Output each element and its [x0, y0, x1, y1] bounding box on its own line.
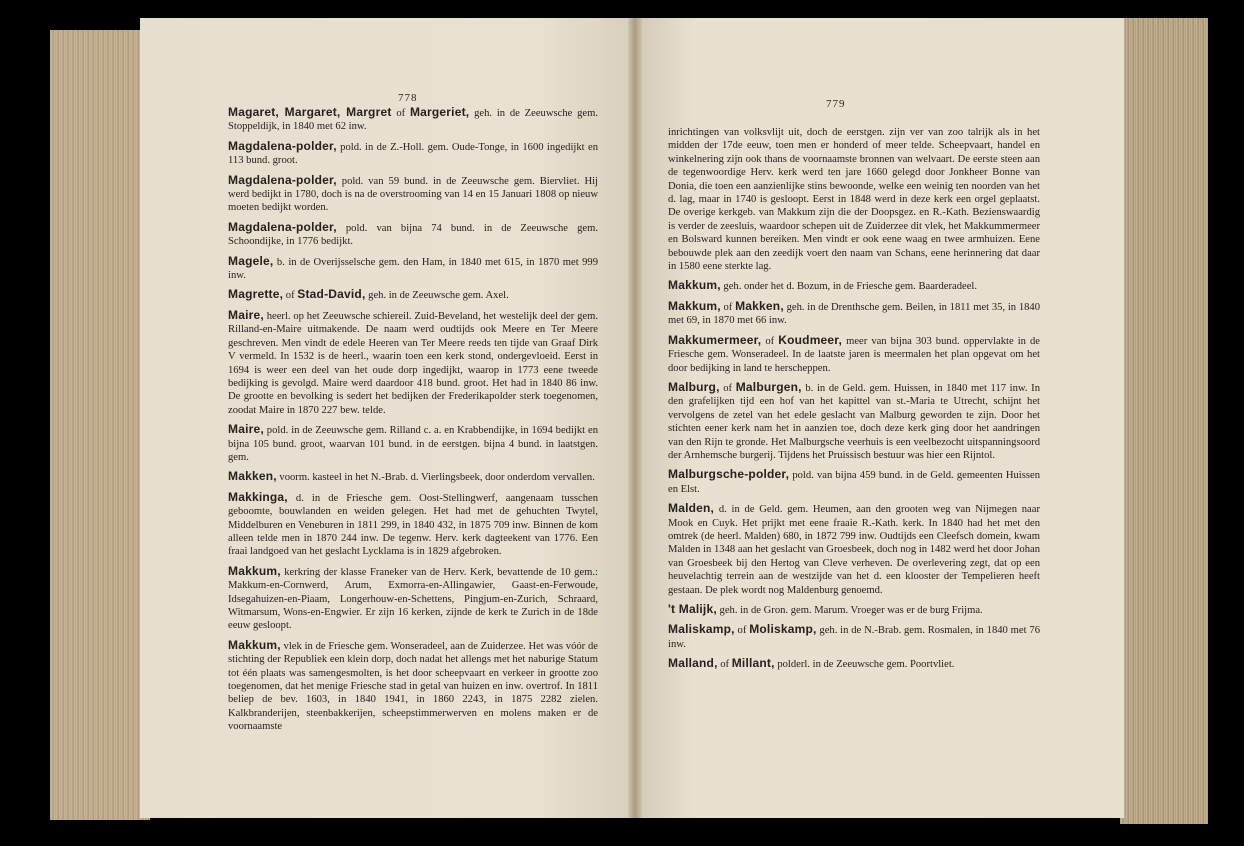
entry-headword: Koudmeer, — [778, 332, 843, 347]
entry-body: d. in de Geld. gem. Heumen, aan den grooten weg van Nijmegen naar Mook en Cuyk. Het prijkt met eene fraaie R.-Kath. kerk. In 1840 had het met den omtrek (de heerl. Malden) 680, in 1872 799 inw. Oudtijds een Cleefsch domein, kwam Malden in 1348 aan het geslacht van Groesbeek, doch nog in 1482 werd het door Johan van Groesbeek bij den Hertog van Cleve verheven. De overlevering zegt, dat op een heuvelachtig terrein aan de westzijde van het d. een klooster der Tempelieren heeft gestaan. De plek wordt nog Maldenburg genoemd. — [668, 504, 1040, 596]
page-number-right: 779 — [826, 98, 846, 110]
entry-headword: Makkum, — [668, 298, 721, 313]
dictionary-entry — [668, 334, 1040, 375]
entry-headword: Maire, — [228, 422, 264, 437]
dictionary-entry — [228, 639, 598, 734]
page-edges-left — [50, 30, 150, 820]
entry-headword: Moliskamp, — [749, 622, 817, 637]
entry-body: d. in de Friesche gem. Oost-Stellingwerf, aangenaam tusschen geboomte, bouwlanden en weiden gelegen. Het had met de gehuchten Twytel, Middelburen en Veneburen in 1811 299, in 1840 432, in 1875 709 inw. Binnen de kom alleen telde men in 1870 244 inw. De tegenw. Herv. kerk dagteekent van 1776. Een fraai landgoed van het geslacht Lycklama is in 1829 afgebroken. — [228, 492, 598, 558]
right-page — [636, 18, 1124, 818]
entry-headword: Malburgen, — [735, 379, 802, 394]
dictionary-entry — [668, 603, 1040, 617]
entry-headword: Magdalena-polder, — [228, 172, 337, 187]
entry-body: geh. onder het d. Bozum, in de Friesche gem. Baarderadeel. — [720, 281, 977, 293]
entry-headword: Malburg, — [668, 379, 720, 394]
entry-headword: Makkumermeer, — [668, 332, 762, 347]
entry-headword: Magdalena-polder, — [228, 219, 337, 234]
entry-body: heerl. op het Zeeuwsche schiereil. Zuid-Beveland, het westelijk deel der gem. Rilland-en-Maire uitmakende. De naam werd oudtijds ook Meere en Ter Meere geschreven. Men vindt de edele Heeren van Ter Meere reeds ten tijde van Graaf Dirk V vermeld. In 1532 is de heerl., waarin toen een kerk stond, ondergevloeid. Eerst in 1694 is weer een deel van het oude dorp ingedijkt, waarop in 1773 eene tweede bedijking is gevolgd. Maire werd daardoor 418 bund. groot. Het had in 1840 86 inw. De grootte en bevolking is sedert het bedijken der Frederikapolder sterk toegenomen, zoodat Maire in 1870 227 bew. telde. — [228, 310, 598, 416]
entry-headword: Magele, — [228, 253, 274, 268]
entry-body: b. in de Geld. gem. Huissen, in 1840 met 117 inw. In den grafelijken tijd een hof van het kapittel van st.-Maria te Utrecht, schijnt het vervolgens de zetel van het edele geslacht van Malburg geworden te zijn. Door het stichten eener kerk nam het in aanzien toe, doch deze kerk ging door het aandringen van den Rijn te gronde. Het Malburgsche veerhuis is een veelbezocht uitspanningsoord der Arnhemsche burgerij. Tijdens het Pruissisch bestuur was hier een Rijntol. — [668, 382, 1040, 461]
entry-conjunction: of — [391, 108, 410, 119]
book-gutter — [628, 18, 642, 818]
entry-headword: Makken, — [735, 298, 784, 313]
dictionary-entry — [668, 381, 1040, 462]
dictionary-entry — [228, 106, 598, 134]
entry-body: pold. van bijna 74 bund. in de Zeeuwsche gem. Schoondijke, in 1776 bedijkt. — [228, 222, 598, 248]
dictionary-entry — [668, 468, 1040, 496]
entry-body: voorm. kasteel in het N.-Brab. d. Vierlingsbeek, door onderdom vervallen. — [276, 472, 595, 484]
dictionary-entry — [228, 140, 598, 168]
dictionary-entry — [228, 288, 598, 302]
entry-body: geh. in de Drenthsche gem. Beilen, in 1811 met 35, in 1840 met 69, in 1870 met 66 inw. — [668, 301, 1041, 327]
dictionary-entry — [228, 309, 598, 417]
dictionary-entry — [668, 502, 1040, 597]
entry-headword: Magaret, Margaret, Margret — [228, 105, 392, 119]
entry-headword: Maliskamp, — [668, 622, 735, 637]
left-page-text — [228, 106, 598, 740]
entry-headword: Millant, — [731, 656, 775, 671]
entry-body: vlek in de Friesche gem. Wonseradeel, aan de Zuiderzee. Het was vóór de stichting der Republiek een klein dorp, doch nadat het allengs met het naburige Statum tot één plaats was samengesmolten, is het door scheepvaart en verkeer in grootte zoo toegenomen, dat het menige Friesche stad in getal van huizen en inw. overtrof. In 1811 beliep de bev. 1603, in 1840 1941, in 1860 2243, in 1875 2282 zielen. Kalkbranderijen, steenbakkerijen, scheepstimmerwerven en molens maken er de voornaamste — [228, 640, 598, 733]
entry-headword: Makkinga, — [228, 489, 288, 504]
dictionary-entry — [228, 221, 598, 249]
right-page-text — [668, 126, 1040, 678]
dictionary-entry — [228, 255, 598, 283]
entry-conjunction: of — [717, 659, 732, 671]
entry-headword: Makkum, — [228, 563, 281, 578]
dictionary-entry — [228, 565, 598, 633]
dictionary-entry — [228, 491, 598, 559]
entry-headword: Stad-David, — [297, 287, 366, 302]
entry-headword: Makkum, — [228, 637, 281, 652]
entry-conjunction: of — [761, 335, 779, 347]
entry-body: pold. van bijna 459 bund. in de Geld. gemeenten Huissen en Elst. — [668, 470, 1040, 495]
entry-headword: Makken, — [228, 469, 277, 484]
entry-conjunction: of — [720, 301, 736, 313]
entry-headword: Magrette, — [228, 287, 284, 302]
entry-conjunction: of — [734, 625, 750, 637]
entry-body: meer van bijna 303 bund. oppervlakte in de Friesche gem. Wonseradeel. In de laatste jaren is meermalen het plan opgevat om het door bedijking in land te herscheppen. — [668, 335, 1040, 374]
entry-body: polderl. in de Zeeuwsche gem. Poortvliet. — [774, 659, 955, 671]
entry-body: geh. in de Gron. gem. Marum. Vroeger was er de burg Frijma. — [716, 605, 983, 616]
left-page — [140, 18, 632, 818]
dictionary-entry — [668, 623, 1040, 651]
dictionary-entry — [228, 423, 598, 464]
entry-body: pold. van 59 bund. in de Zeeuwsche gem. Biervliet. Hij werd bedijkt in 1780, doch is na de overstrooming van 14 en 15 Januari 1808 op nieuw moeten bedijkt worden. — [228, 175, 598, 214]
entry-body: pold. in de Zeeuwsche gem. Rilland c. a. en Krabbendijke, in 1694 bedijkt en bijna 105 bund. groot, waarvan 101 bund. in de eerstgen. bijna 4 bund. in laatstgen. gem. — [228, 425, 598, 463]
entry-body: pold. in de Z.-Holl. gem. Oude-Tonge, in 1600 ingedijkt en 113 bund. groot. — [228, 141, 598, 167]
entry-body: inrichtingen van volksvlijt uit, doch de eerstgen. zijn ver van zoo talrijk als in het midden der 17de eeuw, toen men er honderd of meer telde. Scheepvaart, handel en winkelnering zijn ook thans de voornaamste bronnen van welvaart. De eerste steen aan de tegenwoordige Herv. kerk werd ten jare 1660 gelegd door Jonkheer Bonne van Donia, die toen een aanzienlijke stins bewoonde, welke een weinig ten noorden van het d. lag, maar in 1740 is gesloopt. Eerst in 1848 werd in deze kerk een orgel geplaatst. De overige kerkgeb. van Makkum zijn die der Doopsgez. en R.-Kath. Bezienswaardig is verder de zeesluis, waardoor schepen uit de Zuiderzee dit vlek, het Makkummermeer en Bolsward kunnen bereiken. Men vindt er ook eene waag en twee armhuizen. Eene bebouwde plek aan den zeedijk voert den naam van Schans, eene herinnering dat daar in 1580 eene sterkte lag. — [668, 127, 1040, 273]
entry-headword: Malland, — [668, 656, 718, 671]
entry-headword: Magdalena-polder, — [228, 138, 337, 153]
page-edges-right — [1120, 18, 1208, 824]
entry-body: geh. in de Zeeuwsche gem. Stoppeldijk, in 1840 met 62 inw. — [228, 108, 598, 133]
dictionary-entry — [668, 279, 1040, 293]
dictionary-entry — [668, 300, 1040, 328]
entry-body: b. in de Overijsselsche gem. den Ham, in 1840 met 615, in 1870 met 999 inw. — [228, 256, 598, 282]
entry-body: geh. in de Zeeuwsche gem. Axel. — [365, 290, 509, 302]
dictionary-entry — [668, 126, 1040, 273]
entry-body: geh. in de N.-Brab. gem. Rosmalen, in 1840 met 76 inw. — [668, 625, 1040, 650]
entry-body: kerkring der klasse Franeker van de Herv. Kerk, bevattende de 10 gem.: Makkum-en-Cornwerd, Arum, Exmorra-en-Allingawier, Gaast-en-Ferwoude, Idsegahuizen-en-Piaam, Longerhouw-en-Schettens, Pingjum-en-Zurich, Schraard, Witmarsum, Wons-en-Engwier. Er zijn 16 kerken, zijnde de kerk te Zurich in de 18de eeuw gesloopt. — [228, 566, 598, 632]
dictionary-entry — [228, 174, 598, 215]
page-number-left: 778 — [398, 92, 418, 104]
entry-headword: Malburgsche-polder, — [668, 467, 790, 482]
entry-headword: Maire, — [228, 307, 264, 322]
entry-conjunction: of — [283, 290, 298, 302]
entry-headword: 't Malijk, — [668, 602, 717, 616]
entry-conjunction: of — [719, 382, 736, 394]
entry-headword: Malden, — [668, 501, 715, 516]
dictionary-entry — [228, 470, 598, 484]
entry-headword: Margeriet, — [409, 105, 470, 119]
entry-headword: Makkum, — [668, 278, 721, 293]
dictionary-entry — [668, 657, 1040, 671]
